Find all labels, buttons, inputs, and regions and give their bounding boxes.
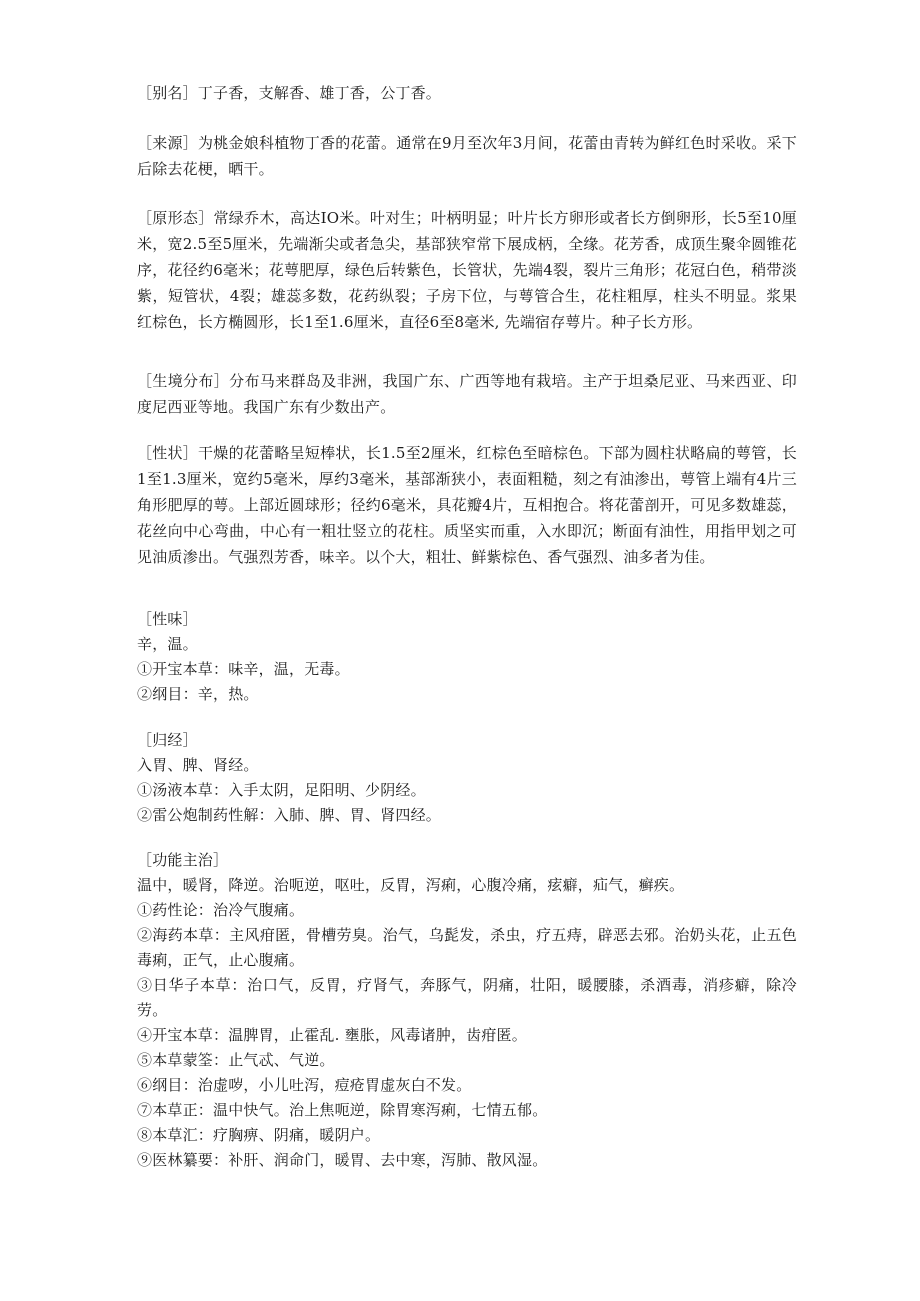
meridian-heading: ［归经］ — [137, 731, 198, 749]
habitat-section — [137, 368, 797, 420]
source-paragraph: ［来源］为桃金娘科植物丁香的花蕾。通常在9月至次年3月间，花蕾由青转为鲜红色时采收。采下后除去花梗，晒干。 — [137, 134, 797, 178]
source-section — [137, 130, 797, 182]
morphology-section — [137, 205, 797, 335]
indications-heading: ［功能主治］ — [137, 851, 229, 869]
morphology-paragraph: ［原形态］常绿乔木，高达IO米。叶对生；叶柄明显；叶片长方卵形或者长方倒卵形，长5至10厘米，宽2.5至5厘米，先端渐尖或者急尖，基部狭窄常下展成柄，全缘。花芳香，成顶生聚伞圆锥花序，花径约6毫米；花萼肥厚，绿色后转紫色，长管状，先端4裂，裂片三角形；花冠白色，稍带淡紫，短管状，4裂；雄蕊多数，花药纵裂；子房下位，与萼管合生，花柱粗厚，柱头不明显。浆果红棕色，长方椭圆形，长1至1.6厘米，直径6至8毫米, 先端宿存萼片。种子长方形。 — [137, 209, 797, 331]
alias-paragraph: ［别名］丁子香，支解香、雄丁香，公丁香。 — [137, 84, 442, 102]
nature-flavor-section — [137, 607, 797, 707]
indications-line: ①药性论：治冷气腹痛。 — [137, 901, 305, 919]
indications-section — [137, 848, 797, 1173]
indications-line: ⑥纲目：治虚哕，小儿吐泻，痘疮胃虚灰白不发。 — [137, 1076, 472, 1094]
meridian-section — [137, 728, 797, 828]
habitat-paragraph: ［生境分布］分布马来群岛及非洲，我国广东、广西等地有栽培。主产于坦桑尼亚、马来西亚、印度尼西亚等地。我国广东有少数出产。 — [137, 372, 797, 416]
indications-line: ④开宝本草：温脾胃，止霍乱. 壅胀，风毒诸肿，齿疳匿。 — [137, 1026, 527, 1044]
indications-line: ②海药本草：主风疳匿，骨槽劳臭。治气，乌髭发，杀虫，疗五痔，辟恶去邪。治奶头花，止五色毒痢，正气，止心腹痛。 — [137, 926, 797, 969]
indications-line: ⑦本草正：温中快气。治上焦呃逆，除胃寒泻痢，七情五郁。 — [137, 1101, 548, 1119]
nature-flavor-heading: ［性味］ — [137, 610, 198, 628]
alias-section — [137, 80, 797, 106]
indications-line: ③日华子本草：治口气，反胃，疗肾气，奔豚气，阴痛，壮阳，暖腰膝，杀酒毒，消疹癖，除冷劳。 — [137, 976, 797, 1019]
meridian-line: ①汤液本草：入手太阴，足阳明、少阴经。 — [137, 781, 426, 799]
characteristics-section — [137, 440, 797, 570]
nature-flavor-line: ①开宝本草：味辛，温，无毒。 — [137, 660, 350, 678]
indications-line: ⑧本草汇：疗胸痹、阴痛，暖阴户。 — [137, 1126, 381, 1144]
indications-line: ⑨医林纂要：补肝、润命门，暖胃、去中寒，泻肺、散风湿。 — [137, 1151, 548, 1169]
meridian-line: ②雷公炮制药性解：入肺、脾、胃、肾四经。 — [137, 806, 442, 824]
characteristics-paragraph: ［性状］干燥的花蕾略呈短棒状，长1.5至2厘米，红棕色至暗棕色。下部为圆柱状略扁的萼管，长1至1.3厘米，宽约5毫米，厚约3毫米，基部渐狭小，表面粗糙，刻之有油渗出，萼管上端有4片三角形肥厚的萼。上部近圆球形；径约6毫米，具花瓣4片，互相抱合。将花蕾剖开，可见多数雄蕊，花丝向中心弯曲，中心有一粗壮竖立的花柱。质坚实而重，入水即沉；断面有油性，用指甲划之可见油质渗出。气强烈芳香，味辛。以个大，粗壮、鲜紫棕色、香气强烈、油多者为佳。 — [137, 444, 797, 566]
indications-line: ⑤本草蒙筌：止气忒、气逆。 — [137, 1051, 335, 1069]
nature-flavor-line: 辛，温。 — [137, 635, 198, 653]
indications-line: 温中，暖肾，降逆。治呃逆，呕吐，反胃，泻痢，心腹冷痛，痃癖，疝气，癣疾。 — [137, 876, 685, 894]
nature-flavor-line: ②纲目：辛，热。 — [137, 685, 259, 703]
meridian-line: 入胃、脾、肾经。 — [137, 756, 259, 774]
